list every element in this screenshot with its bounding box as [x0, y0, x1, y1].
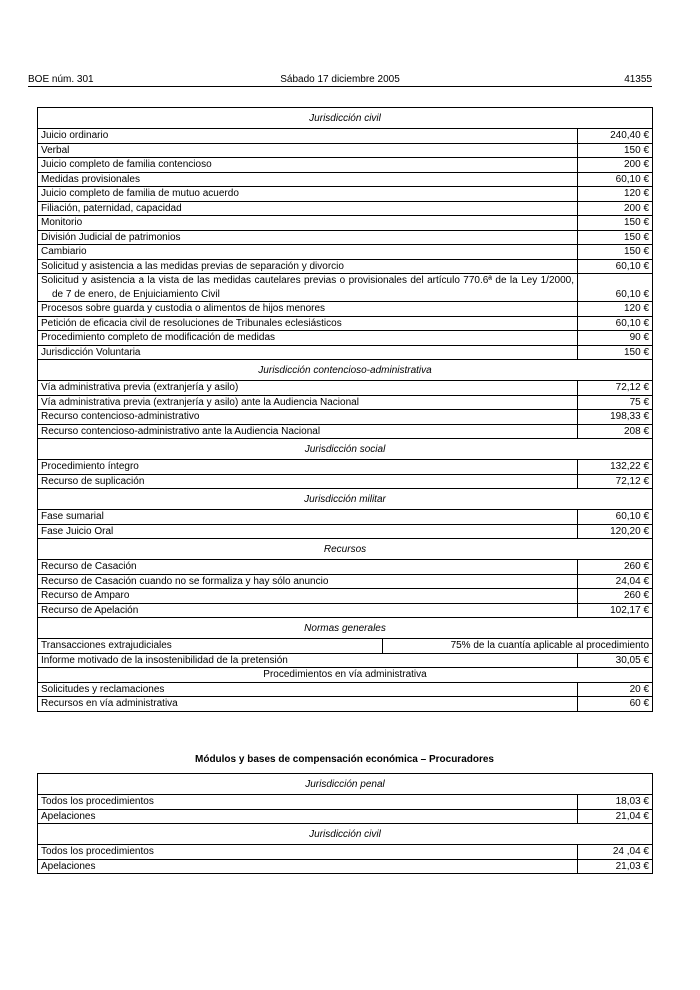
row-amount: 150 €	[578, 216, 653, 231]
row-label: Recurso de Casación cuando no se formaliza y hay sólo anuncio	[38, 574, 578, 589]
row-amount: 120 €	[578, 302, 653, 317]
row-label: Recurso contencioso-administrativo ante la Audiencia Nacional	[38, 424, 578, 439]
table-row	[38, 424, 653, 439]
row-label: Todos los procedimientos	[38, 845, 578, 860]
journal-issue: BOE núm. 301	[28, 74, 94, 85]
row-amount: 72,12 €	[578, 381, 653, 396]
row-label: Procedimiento completo de modificación de medidas	[38, 331, 578, 346]
table-row	[38, 589, 653, 604]
row-amount: 260 €	[578, 589, 653, 604]
table-row	[38, 510, 653, 525]
row-amount: 150 €	[578, 345, 653, 360]
row-label: Juicio completo de familia de mutuo acuerdo	[38, 187, 578, 202]
row-label: Apelaciones	[38, 809, 578, 824]
row-amount: 60 €	[578, 697, 653, 712]
row-amount: 120 €	[578, 187, 653, 202]
table-row	[38, 187, 653, 202]
row-label: Jurisdicción Voluntaria	[38, 345, 578, 360]
section-row	[38, 539, 653, 560]
row-amount: 102,17 €	[578, 603, 653, 618]
row-label: Solicitud y asistencia a las medidas previas de separación y divorcio	[38, 259, 578, 274]
row-amount: 150 €	[578, 245, 653, 260]
section-title-contencioso: Jurisdicción contencioso-administrativa	[38, 360, 653, 381]
table-row	[38, 524, 653, 539]
row-label: Recurso contencioso-administrativo	[38, 410, 578, 425]
table-row	[38, 245, 653, 260]
table-row	[38, 345, 653, 360]
row-label: Recurso de suplicación	[38, 474, 578, 489]
table-row	[38, 845, 653, 860]
row-amount: 75% de la cuantía aplicable al procedimiento	[383, 639, 653, 654]
row-label: Recurso de Amparo	[38, 589, 578, 604]
fees-table-abogados	[37, 107, 653, 712]
subsection-row	[38, 668, 653, 683]
row-amount: 200 €	[578, 201, 653, 216]
section-title-recursos: Recursos	[38, 539, 653, 560]
table-row	[38, 302, 653, 317]
row-label: Monitorio	[38, 216, 578, 231]
table-row	[38, 129, 653, 144]
table-row	[38, 809, 653, 824]
row-amount: 21,03 €	[578, 859, 653, 874]
row-label: Fase sumarial	[38, 510, 578, 525]
row-amount: 200 €	[578, 158, 653, 173]
row-amount: 260 €	[578, 560, 653, 575]
subsection-title-via-administrativa: Procedimientos en vía administrativa	[38, 668, 653, 683]
row-label: Recurso de Apelación	[38, 603, 578, 618]
table-row	[38, 603, 653, 618]
row-label: Vía administrativa previa (extranjería y asilo)	[38, 381, 578, 396]
row-amount: 24 ,04 €	[578, 845, 653, 860]
row-amount: 240,40 €	[578, 129, 653, 144]
row-amount: 150 €	[578, 230, 653, 245]
table-row	[38, 574, 653, 589]
section-title-social: Jurisdicción social	[38, 439, 653, 460]
table-row	[38, 410, 653, 425]
row-label: Medidas provisionales	[38, 172, 578, 187]
publication-date: Sábado 17 diciembre 2005	[280, 74, 400, 85]
section-row	[38, 618, 653, 639]
row-amount: 24,04 €	[578, 574, 653, 589]
section-row	[38, 108, 653, 129]
row-label: Verbal	[38, 143, 578, 158]
table-row	[38, 381, 653, 396]
section-row	[38, 489, 653, 510]
row-amount: 60,10 €	[578, 316, 653, 331]
row-label: Recurso de Casación	[38, 560, 578, 575]
row-label: Fase Juicio Oral	[38, 524, 578, 539]
row-label: Procedimiento íntegro	[38, 460, 578, 475]
row-label: Juicio completo de familia contencioso	[38, 158, 578, 173]
table-row	[38, 172, 653, 187]
table-row	[38, 216, 653, 231]
table-row	[38, 795, 653, 810]
row-label: Solicitud y asistencia a la vista de las medidas cautelares previas o provisionales del artículo 770.6ª de la Ley 1/2000, de 7 de enero, de Enjuiciamiento Civil	[38, 274, 578, 302]
table-row	[38, 682, 653, 697]
row-amount: 60,10 €	[578, 172, 653, 187]
row-amount: 20 €	[578, 682, 653, 697]
row-amount: 120,20 €	[578, 524, 653, 539]
row-amount: 60,10 €	[578, 510, 653, 525]
row-label: Procesos sobre guarda y custodia o alimentos de hijos menores	[38, 302, 578, 317]
table-row	[38, 697, 653, 712]
section-title-normas: Normas generales	[38, 618, 653, 639]
fees-table-procuradores	[37, 773, 653, 874]
row-label: Apelaciones	[38, 859, 578, 874]
row-amount: 90 €	[578, 331, 653, 346]
row-label: Informe motivado de la insostenibilidad de la pretensión	[38, 653, 578, 668]
row-amount: 75 €	[578, 395, 653, 410]
section-title-procuradores: Módulos y bases de compensación económica – Procuradores	[195, 754, 494, 765]
row-amount: 30,05 €	[578, 653, 653, 668]
table-row	[38, 274, 653, 302]
row-amount: 208 €	[578, 424, 653, 439]
table-row	[38, 158, 653, 173]
section-row	[38, 824, 653, 845]
row-amount: 72,12 €	[578, 474, 653, 489]
section-title-militar: Jurisdicción militar	[38, 489, 653, 510]
page-number: 41355	[624, 74, 652, 85]
table-row	[38, 230, 653, 245]
table-row	[38, 653, 653, 668]
table-row	[38, 316, 653, 331]
row-label: Cambiario	[38, 245, 578, 260]
table-row	[38, 639, 653, 654]
row-amount: 18,03 €	[578, 795, 653, 810]
table-row	[38, 331, 653, 346]
table-row	[38, 259, 653, 274]
section-title-penal: Jurisdicción penal	[38, 774, 653, 795]
section-title-civil: Jurisdicción civil	[38, 108, 653, 129]
row-amount: 198,33 €	[578, 410, 653, 425]
row-amount: 132,22 €	[578, 460, 653, 475]
table-row	[38, 859, 653, 874]
row-label: Transacciones extrajudiciales	[38, 639, 383, 654]
row-label: Juicio ordinario	[38, 129, 578, 144]
row-label: Recursos en vía administrativa	[38, 697, 578, 712]
row-label: División Judicial de patrimonios	[38, 230, 578, 245]
table-row	[38, 395, 653, 410]
row-amount: 21,04 €	[578, 809, 653, 824]
row-label: Vía administrativa previa (extranjería y asilo) ante la Audiencia Nacional	[38, 395, 578, 410]
page-header	[28, 74, 652, 87]
table-row	[38, 201, 653, 216]
table-row	[38, 143, 653, 158]
section-row	[38, 774, 653, 795]
row-amount: 60,10 €	[578, 274, 653, 302]
table-row	[38, 460, 653, 475]
table-row	[38, 560, 653, 575]
row-amount: 150 €	[578, 143, 653, 158]
row-label: Todos los procedimientos	[38, 795, 578, 810]
table-row	[38, 474, 653, 489]
row-label: Solicitudes y reclamaciones	[38, 682, 578, 697]
section-row	[38, 360, 653, 381]
section-row	[38, 439, 653, 460]
section-title-civil-procuradores: Jurisdicción civil	[38, 824, 653, 845]
row-label: Petición de eficacia civil de resoluciones de Tribunales eclesiásticos	[38, 316, 578, 331]
row-label: Filiación, paternidad, capacidad	[38, 201, 578, 216]
row-amount: 60,10 €	[578, 259, 653, 274]
